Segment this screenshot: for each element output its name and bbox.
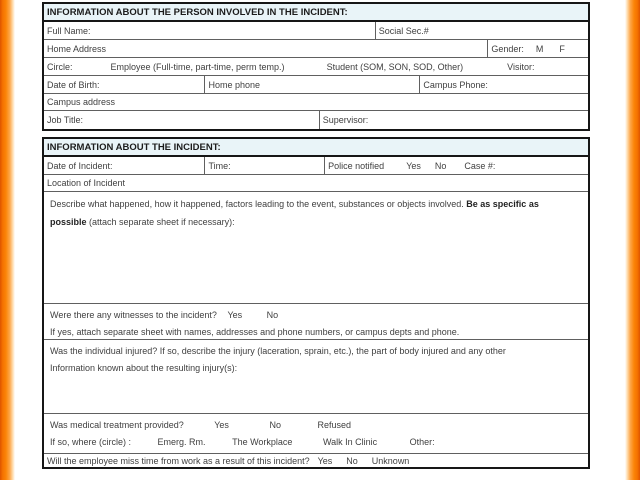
medical-question: Was medical treatment provided? <box>50 420 184 430</box>
police-option-yes[interactable]: Yes <box>406 160 421 171</box>
row-injury <box>44 340 588 414</box>
medical-option-no[interactable]: No <box>269 420 281 430</box>
incident-date-label: Date of Incident: <box>47 160 113 171</box>
witness-option-no[interactable]: No <box>266 310 279 320</box>
witness-note: If yes, attach separate sheet with names, addresses and phone numbers, or campus depts and phone. <box>50 327 460 337</box>
witness-question: Were there any witnesses to the incident? <box>50 310 217 320</box>
gender-option-female[interactable]: F <box>559 43 565 54</box>
gender-field[interactable] <box>487 40 588 57</box>
miss-time-question: Will the employee miss time from work as a result of this incident? <box>47 455 310 466</box>
where-option-walkin-clinic[interactable]: Walk In Clinic <box>322 437 378 447</box>
section-header-incident-label: INFORMATION ABOUT THE INCIDENT: <box>47 142 221 153</box>
incident-info-table <box>42 137 590 469</box>
medical-treatment-field[interactable] <box>44 414 588 453</box>
injury-field[interactable] <box>44 340 588 413</box>
police-option-no[interactable]: No <box>434 160 447 171</box>
row-miss-time <box>44 454 588 467</box>
right-orange-border <box>625 0 640 480</box>
supervisor-field[interactable] <box>319 111 588 129</box>
where-option-workplace[interactable]: The Workplace <box>232 437 293 447</box>
home-phone-label: Home phone <box>208 79 261 90</box>
miss-time-option-unknown[interactable]: Unknown <box>371 455 410 466</box>
full-name-field[interactable] <box>44 22 375 39</box>
miss-time-field[interactable] <box>44 454 588 467</box>
row-describe <box>44 192 588 304</box>
circle-label: Circle: <box>47 61 73 72</box>
row-circle-type <box>44 58 588 76</box>
row-fullname-ssn <box>44 22 588 40</box>
dob-label: Date of Birth: <box>47 79 100 90</box>
home-phone-field[interactable] <box>204 76 419 93</box>
row-location <box>44 175 588 192</box>
row-campus-address <box>44 94 588 111</box>
police-notified-label: Police notified <box>328 160 385 171</box>
section-header-person-label: INFORMATION ABOUT THE PERSON INVOLVED IN THE INCIDENT: <box>47 7 348 18</box>
injury-lines <box>47 341 509 377</box>
witness-option-yes[interactable]: Yes <box>227 310 243 320</box>
incident-time-field[interactable] <box>204 157 324 174</box>
miss-time-option-no[interactable]: No <box>346 455 358 466</box>
row-witnesses <box>44 304 588 340</box>
incident-location-field[interactable] <box>44 175 588 191</box>
where-option-other[interactable]: Other: <box>409 437 435 447</box>
campus-address-label: Campus address <box>47 97 116 107</box>
witnesses-lines <box>47 305 462 339</box>
incident-time-label: Time: <box>208 160 231 171</box>
campus-phone-field[interactable] <box>419 76 588 93</box>
describe-bold-text: Be as specific as possible <box>50 199 539 227</box>
row-job-supervisor <box>44 111 588 129</box>
gender-label: Gender: <box>491 43 524 54</box>
row-medical <box>44 414 588 454</box>
full-name-label: Full Name: <box>47 25 91 36</box>
home-address-field[interactable] <box>44 40 487 57</box>
describe-tail-text: (attach separate sheet if necessary): <box>89 217 235 227</box>
incident-date-field[interactable] <box>44 157 204 174</box>
medical-option-yes[interactable]: Yes <box>214 420 229 430</box>
injury-question-line1: Was the individual injured? If so, describe the injury (laceration, sprain, etc.), the part of body injured and any other <box>50 346 506 356</box>
describe-text: Describe what happened, how it happened, factors leading to the event, substances or objects involved. <box>50 199 464 209</box>
option-student[interactable]: Student (SOM, SON, SOD, Other) <box>326 61 464 72</box>
case-number-label: Case #: <box>464 160 496 171</box>
medical-lines <box>47 415 438 451</box>
describe-instructions <box>47 193 585 231</box>
ssn-label: Social Sec.# <box>378 25 429 36</box>
incident-location-label: Location of Incident <box>47 178 126 188</box>
campus-phone-label: Campus Phone: <box>423 79 488 90</box>
row-dob-phones <box>44 76 588 94</box>
person-type-field <box>44 58 588 75</box>
home-address-label: Home Address <box>47 43 107 54</box>
left-orange-border <box>0 0 15 480</box>
section-header-person <box>44 4 588 22</box>
job-title-field[interactable] <box>44 111 319 129</box>
option-visitor[interactable]: Visitor: <box>507 61 535 72</box>
witnesses-field[interactable] <box>44 304 588 339</box>
injury-question-line2: Information known about the resulting injury(s): <box>50 363 238 373</box>
job-title-label: Job Title: <box>47 115 84 125</box>
dob-field[interactable] <box>44 76 204 93</box>
where-label: If so, where (circle) : <box>50 437 132 447</box>
police-notified-field[interactable] <box>324 157 588 174</box>
section-header-incident <box>44 139 588 157</box>
medical-option-refused[interactable]: Refused <box>317 420 352 430</box>
where-option-emerg-rm[interactable]: Emerg. Rm. <box>157 437 206 447</box>
supervisor-label: Supervisor: <box>322 115 369 125</box>
miss-time-option-yes[interactable]: Yes <box>317 455 333 466</box>
campus-address-field[interactable] <box>44 94 588 110</box>
person-info-table <box>42 2 590 131</box>
gender-option-male[interactable]: M <box>535 43 544 54</box>
describe-field[interactable] <box>44 192 588 303</box>
row-date-time-police <box>44 157 588 175</box>
row-address-gender <box>44 40 588 58</box>
ssn-field[interactable] <box>375 22 588 39</box>
option-employee[interactable]: Employee (Full-time, part-time, perm temp.) <box>110 61 285 72</box>
